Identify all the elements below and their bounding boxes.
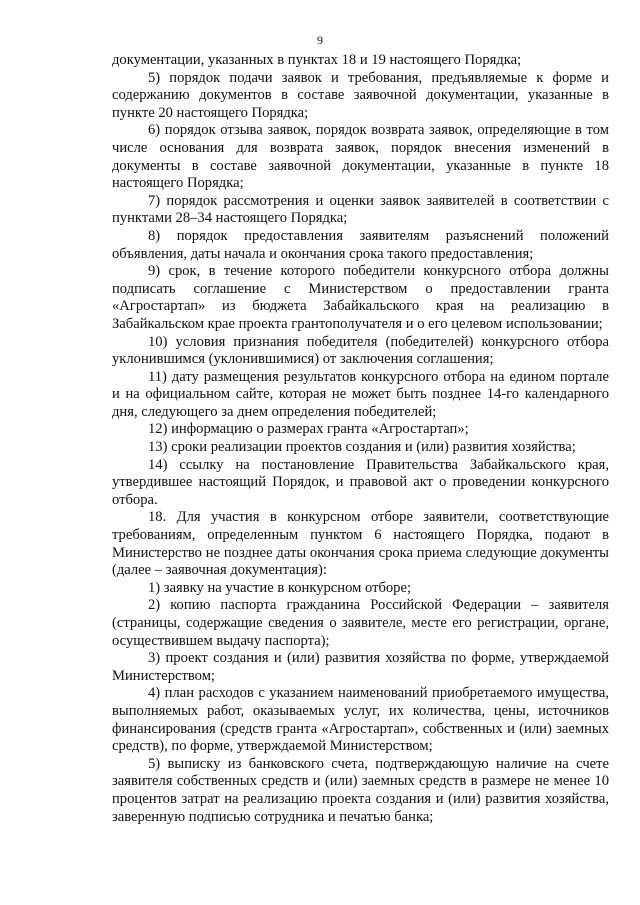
paragraph: 12) информацию о размерах гранта «Агростартап»;	[148, 421, 469, 438]
paragraph: 5) выписку из банковского счета, подтверждающую наличие на счете заявителя собственных средств и (или) заемных средств в размере не менее 10 процентов затрат на реализацию проекта создания и (или) развития хозяйства, заверенную подписью сотрудника и печатью банка;	[112, 755, 609, 825]
paragraph: 14) ссылку на постановление Правительства Забайкальского края, утвердившее настоящий Порядок, и правовой акт о проведении конкурсного отбора.	[112, 456, 609, 508]
paragraph: 1) заявку на участие в конкурсном отборе;	[148, 579, 412, 596]
paragraph: 10) условия признания победителя (победителей) конкурсного отбора уклонившимся (уклонившимися) от заключения соглашения;	[112, 333, 609, 368]
paragraph: 18. Для участия в конкурсном отборе заявители, соответствующие требованиям, определенным пунктом 6 настоящего Порядка, подают в Министерство не позднее даты окончания срока приема следующие документы (далее – заявочная документация):	[112, 509, 609, 579]
paragraph: 2) копию паспорта гражданина Российской Федерации – заявителя (страницы, содержащие сведения о заявителе, месте его регистрации, органе, осуществившем выдачу паспорта);	[112, 597, 609, 649]
paragraph: 6) порядок отзыва заявок, порядок возврата заявок, определяющие в том числе основания для возврата заявок, порядок внесения изменений в документы в составе заявочной документации, указанные в пункте 18 настоящего Порядка;	[112, 122, 609, 192]
paragraph: 4) план расходов с указанием наименований приобретаемого имущества, выполняемых работ, оказываемых услуг, их количества, цены, источников финансирования (средств гранта «Агростартап», собственных и (или) заемных средств), по форме, утверждаемой Министерством;	[112, 685, 609, 755]
paragraph: 13) сроки реализации проектов создания и (или) развития хозяйства;	[148, 439, 576, 456]
body-text	[112, 52, 609, 826]
paragraph: 9) срок, в течение которого победители конкурсного отбора должны подписать соглашение с Министерством о предоставлении гранта «Агростартап» из бюджета Забайкальского края на реализацию в Забайкальском крае проекта грантополучателя и о его целевом использовании;	[112, 263, 609, 332]
paragraph: документации, указанных в пунктах 18 и 19 настоящего Порядка;	[112, 52, 522, 68]
paragraph: 11) дату размещения результатов конкурсного отбора на едином портале и на официальном сайте, которая не может быть позднее 14-го календарного дня, следующего за днем определения победителей;	[112, 368, 609, 420]
page-number: 9	[317, 33, 323, 47]
paragraph: 5) порядок подачи заявок и требования, предъявляемые к форме и содержанию документов в составе заявочной документации, указанные в пункте 20 настоящего Порядка;	[112, 69, 609, 121]
paragraph: 3) проект создания и (или) развития хозяйства по форме, утверждаемой Министерством;	[112, 650, 609, 684]
paragraph: 7) порядок рассмотрения и оценки заявок заявителей в соответствии с пунктами 28–34 настоящего Порядка;	[112, 192, 609, 227]
paragraph: 8) порядок предоставления заявителям разъяснений положений объявления, даты начала и окончания срока такого предоставления;	[112, 227, 609, 262]
